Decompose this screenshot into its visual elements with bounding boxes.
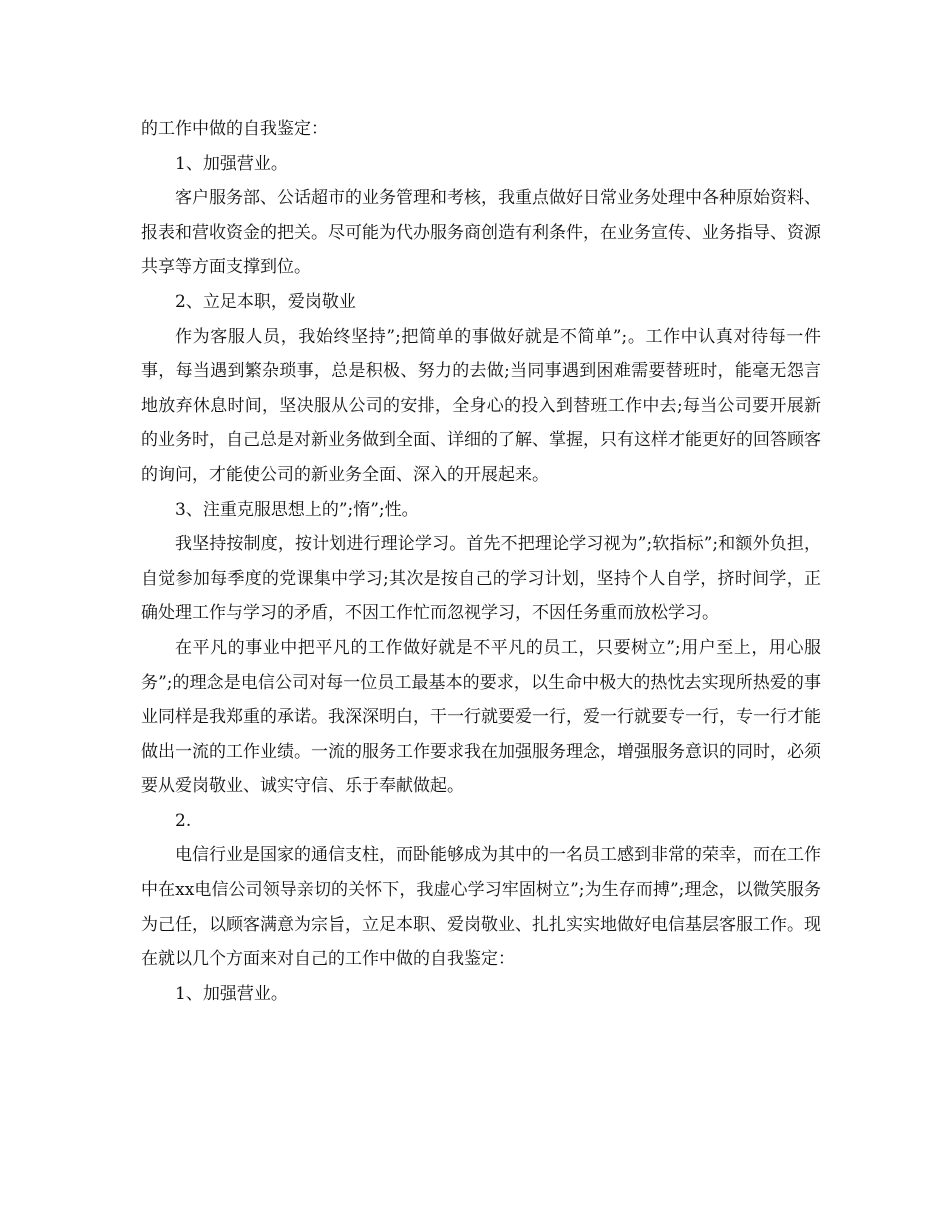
- paragraph-telecom-intro: 电信行业是国家的通信支柱，而卧能够成为其中的一名员工感到非常的荣幸，而在工作中在xx电信公司领导亲切的关怀下，我虚心学习牢固树立”;为生存而搏”;理念，以微笑服务为己任，以顾客满意为宗旨，立足本职、爱岗敬业、扎扎实实地做好电信基层客服工作。现在就以几个方面来对自己的工作中做的自我鉴定：: [141, 845, 821, 970]
- paragraph-dedication: 作为客服人员，我始终坚持”;把简单的事做好就是不简单”;。工作中认真对待每一件事，每当遇到繁杂琐事，总是积极、努力的去做;当同事遇到困难需要替班时，能毫无怨言地放弃休息时间，坚决服从公司的安排，全身心的投入到替班工作中去;每当公司要开展新的业务时，自己总是对新业务做到全面、详细的了解、掌握，只有这样才能更好的回答顾客的询问，才能使公司的新业务全面、深入的开展起来。: [141, 326, 821, 485]
- section-number-2: 2.: [175, 810, 192, 831]
- paragraph-study: 我坚持按制度，按计划进行理论学习。首先不把理论学习视为”;软指标”;和额外负担，自觉参加每季度的党课集中学习;其次是按自己的学习计划，坚持个人自学，挤时间学，正确处理工作与学习的矛盾，不因工作忙而忽视学习，不因任务重而放松学习。: [141, 534, 821, 624]
- document-body: [141, 112, 821, 1011]
- paragraph-service-philosophy: 在平凡的事业中把平凡的工作做好就是不平凡的员工，只要树立”;用户至上，用心服务”;的理念是电信公司对每一位员工最基本的要求，以生命中极大的热忱去实现所热爱的事业同样是我郑重的承诺。我深深明白，干一行就要爱一行，爱一行就要专一行，专一行才能做出一流的工作业绩。一流的服务工作要求我在加强服务理念，增强服务意识的同时，必须要从爱岗敬业、诚实守信、乐于奉献做起。: [141, 637, 821, 797]
- paragraph-customer-service: 客户服务部、公话超市的业务管理和考核，我重点做好日常业务处理中各种原始资料、报表和营收资金的把关。尽可能为代办服务商创造有利条件，在业务宣传、业务指导、资源共享等方面支撑到位。: [141, 188, 821, 278]
- section-heading-3: 3、注重克服思想上的”;惰”;性。: [175, 499, 419, 520]
- section-heading-2: 2、立足本职，爱岗敬业: [175, 291, 356, 312]
- section-heading-1: 1、加强营业。: [175, 153, 288, 174]
- section-heading-1-repeat: 1、加强营业。: [175, 983, 288, 1004]
- paragraph-continuation: 的工作中做的自我鉴定：: [141, 119, 328, 139]
